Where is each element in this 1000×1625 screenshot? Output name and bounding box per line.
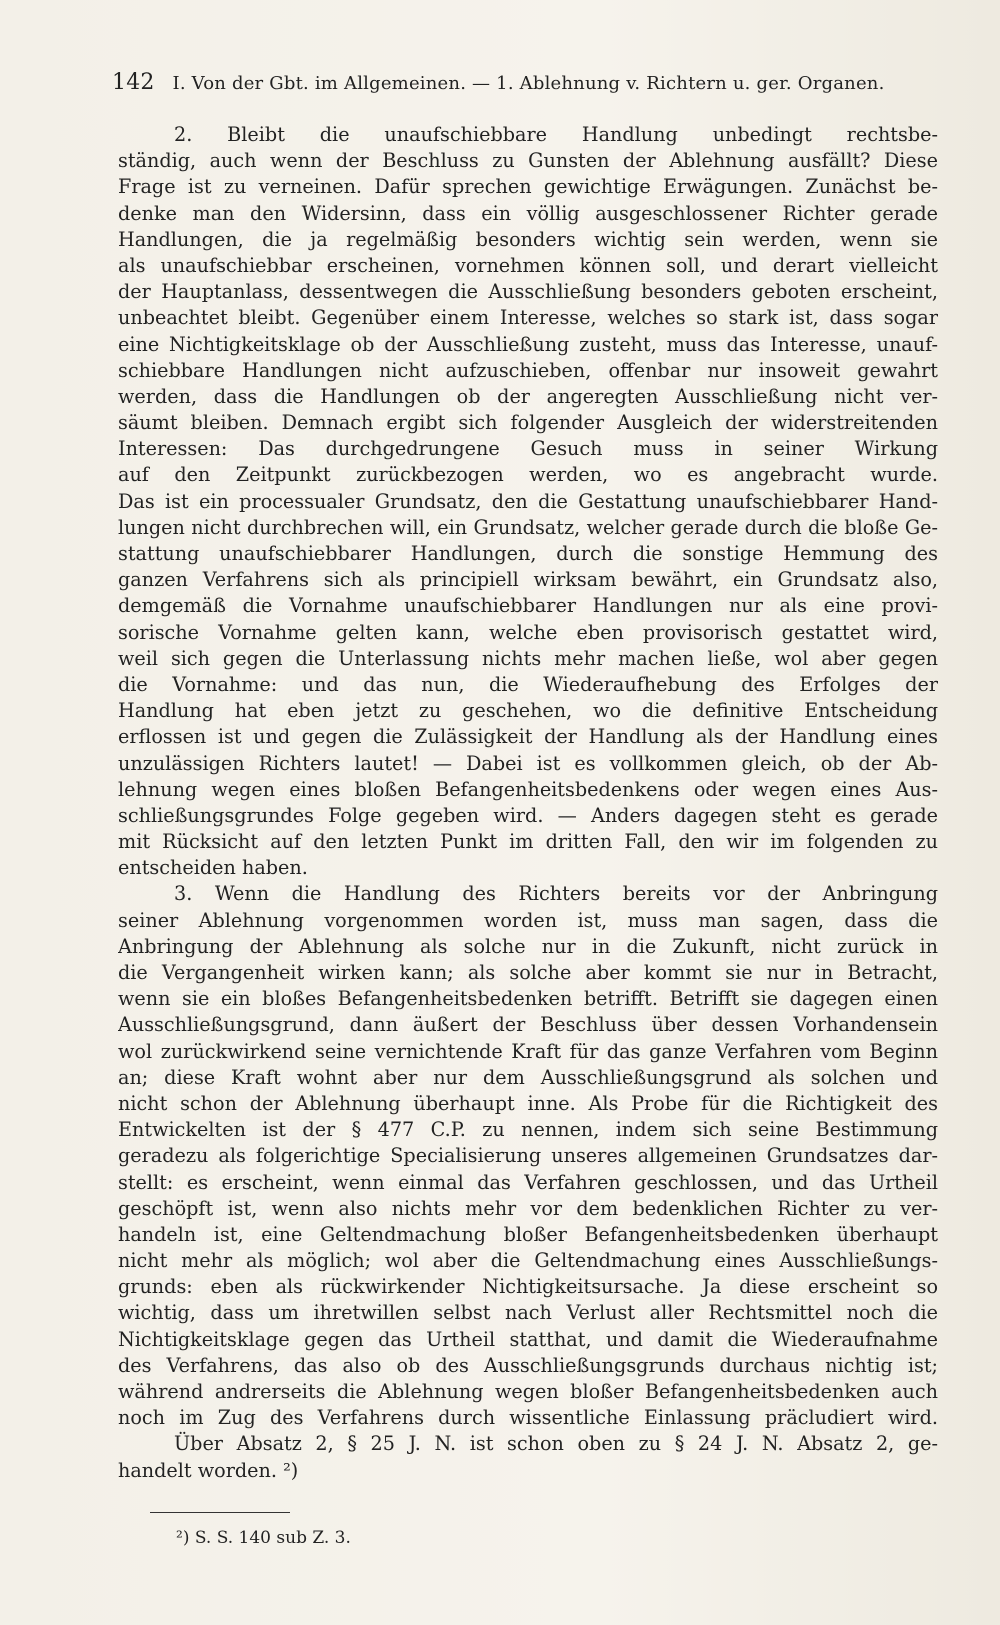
text-line: unbeachtet bleibt. Gegenüber einem Interesse, welches so stark ist, dass sogar	[118, 306, 938, 330]
text-line: Frage ist zu verneinen. Dafür sprechen gewichtige Erwägungen. Zunächst be-	[118, 175, 938, 199]
text-line: lungen nicht durchbrechen will, ein Grundsatz, welcher gerade durch die bloße Ge-	[118, 515, 938, 539]
running-title: I. Von der Gbt. im Allgemeinen. — 1. Ablehnung v. Richtern u. ger. Organen.	[172, 73, 885, 94]
text-line: erflossen ist und gegen die Zulässigkeit der Handlung als der Handlung eines	[118, 725, 938, 749]
text-line: grunds: eben als rückwirkender Nichtigkeitsursache. Ja diese erscheint so	[118, 1275, 938, 1299]
body-text	[118, 122, 938, 1484]
text-line: handelt worden. ²)	[118, 1458, 299, 1482]
text-line: wenn sie ein bloßes Befangenheitsbedenken betrifft. Betrifft sie dagegen einen	[118, 987, 938, 1011]
text-line: Interessen: Das durchgedrungene Gesuch muss in seiner Wirkung	[118, 437, 938, 461]
text-line: als unaufschiebbar erscheinen, vornehmen können soll, und derart vielleicht	[118, 253, 938, 277]
text-line: stattung unaufschiebbarer Handlungen, durch die sonstige Hemmung des	[118, 542, 938, 565]
text-line: denke man den Widersinn, dass ein völlig ausgeschlossener Richter gerade	[118, 201, 938, 225]
text-line: schließungsgrundes Folge gegeben wird. — Anders dagegen steht es gerade	[118, 803, 938, 827]
text-line: nicht schon der Ablehnung überhaupt inne. Als Probe für die Richtigkeit des	[118, 1091, 938, 1115]
text-line: wichtig, dass um ihretwillen selbst nach Verlust aller Rechtsmittel noch die	[118, 1301, 938, 1325]
page-number: 142	[112, 70, 155, 95]
text-line: Nichtigkeitsklage gegen das Urtheil statthat, und damit die Wiederaufnahme	[118, 1327, 938, 1351]
text-line: während andrerseits die Ablehnung wegen bloßer Befangenheitsbedenken auch	[118, 1380, 938, 1403]
text-line: stellt: es erscheint, wenn einmal das Verfahren geschlossen, und das Urtheil	[118, 1170, 938, 1194]
text-line: geschöpft ist, wenn also nichts mehr vor dem bedenklichen Richter zu ver-	[118, 1196, 938, 1220]
text-line: schiebbare Handlungen nicht aufzuschieben, offenbar nur insoweit gewahrt	[118, 358, 938, 382]
text-line: Ausschließungsgrund, dann äußert der Beschluss über dessen Vorhandensein	[118, 1013, 938, 1037]
text-line: 2. Bleibt die unaufschiebbare Handlung unbedingt rechtsbe-	[174, 123, 938, 146]
text-line: weil sich gegen die Unterlassung nichts mehr machen ließe, wol aber gegen	[118, 646, 938, 670]
text-line: eine Nichtigkeitsklage ob der Ausschließung zusteht, muss das Interesse, unauf-	[118, 332, 938, 356]
text-line: entscheiden haben.	[118, 856, 308, 880]
text-line: die Vornahme: und das nun, die Wiederaufhebung des Erfolges der	[118, 672, 938, 696]
text-line: werden, dass die Handlungen ob der angeregten Ausschließung nicht ver-	[118, 384, 938, 408]
text-line: seiner Ablehnung vorgenommen worden ist, muss man sagen, dass die	[118, 908, 938, 932]
text-line: säumt bleiben. Demnach ergibt sich folgender Ausgleich der widerstreitenden	[118, 411, 938, 435]
text-line: des Verfahrens, das also ob des Ausschließungsgrunds durchaus nichtig ist;	[118, 1353, 938, 1377]
text-line: nicht mehr als möglich; wol aber die Geltendmachung eines Ausschließungs-	[118, 1249, 938, 1273]
text-line: mit Rücksicht auf den letzten Punkt im dritten Fall, den wir im folgenden zu	[118, 830, 938, 854]
text-line: Das ist ein processualer Grundsatz, den die Gestattung unaufschiebbarer Hand-	[118, 489, 938, 513]
text-line: auf den Zeitpunkt zurückbezogen werden, wo es angebracht wurde.	[118, 463, 938, 487]
text-line: lehnung wegen eines bloßen Befangenheitsbedenkens oder wegen eines Aus-	[118, 777, 938, 801]
text-line: sorische Vornahme gelten kann, welche eben provisorisch gestattet wird,	[118, 620, 938, 644]
running-header	[112, 70, 942, 95]
text-line: wol zurückwirkend seine vernichtende Kraft für das ganze Verfahren vom Beginn	[118, 1039, 938, 1063]
text-line: handeln ist, eine Geltendmachung bloßer Befangenheitsbedenken überhaupt	[118, 1222, 938, 1246]
text-line: ständig, auch wenn der Beschluss zu Gunsten der Ablehnung ausfällt? Diese	[118, 149, 938, 173]
text-line: ganzen Verfahrens sich als principiell wirksam bewährt, ein Grundsatz also,	[118, 568, 938, 592]
text-line: der Hauptanlass, dessentwegen die Ausschließung besonders geboten erscheint,	[118, 280, 938, 304]
text-line: demgemäß die Vornahme unaufschiebbarer Handlungen nur als eine provi-	[118, 594, 938, 618]
text-line: an; diese Kraft wohnt aber nur dem Ausschließungsgrund als solchen und	[118, 1065, 938, 1089]
text-line: Entwickelten ist der § 477 C.P. zu nennen, indem sich seine Bestimmung	[118, 1118, 938, 1142]
text-line: geradezu als folgerichtige Specialisierung unseres allgemeinen Grundsatzes dar-	[118, 1144, 938, 1168]
text-line: 3. Wenn die Handlung des Richters bereits vor der Anbringung	[174, 882, 938, 906]
text-line: Über Absatz 2, § 25 J. N. ist schon oben zu § 24 J. N. Absatz 2, ge-	[174, 1432, 938, 1456]
text-line: unzulässigen Richters lautet! — Dabei ist es vollkommen gleich, ob der Ab-	[118, 751, 938, 775]
footnote-divider	[150, 1512, 290, 1513]
text-line: noch im Zug des Verfahrens durch wissentliche Einlassung präcludiert wird.	[118, 1406, 938, 1430]
text-line: Anbringung der Ablehnung als solche nur in die Zukunft, nicht zurück in	[118, 934, 938, 958]
text-line: die Vergangenheit wirken kann; als solche aber kommt sie nur in Betracht,	[118, 961, 938, 984]
footnote: ²) S. S. 140 sub Z. 3.	[176, 1528, 351, 1548]
text-line: Handlung hat eben jetzt zu geschehen, wo die definitive Entscheidung	[118, 699, 938, 723]
text-line: Handlungen, die ja regelmäßig besonders wichtig sein werden, wenn sie	[118, 227, 938, 251]
